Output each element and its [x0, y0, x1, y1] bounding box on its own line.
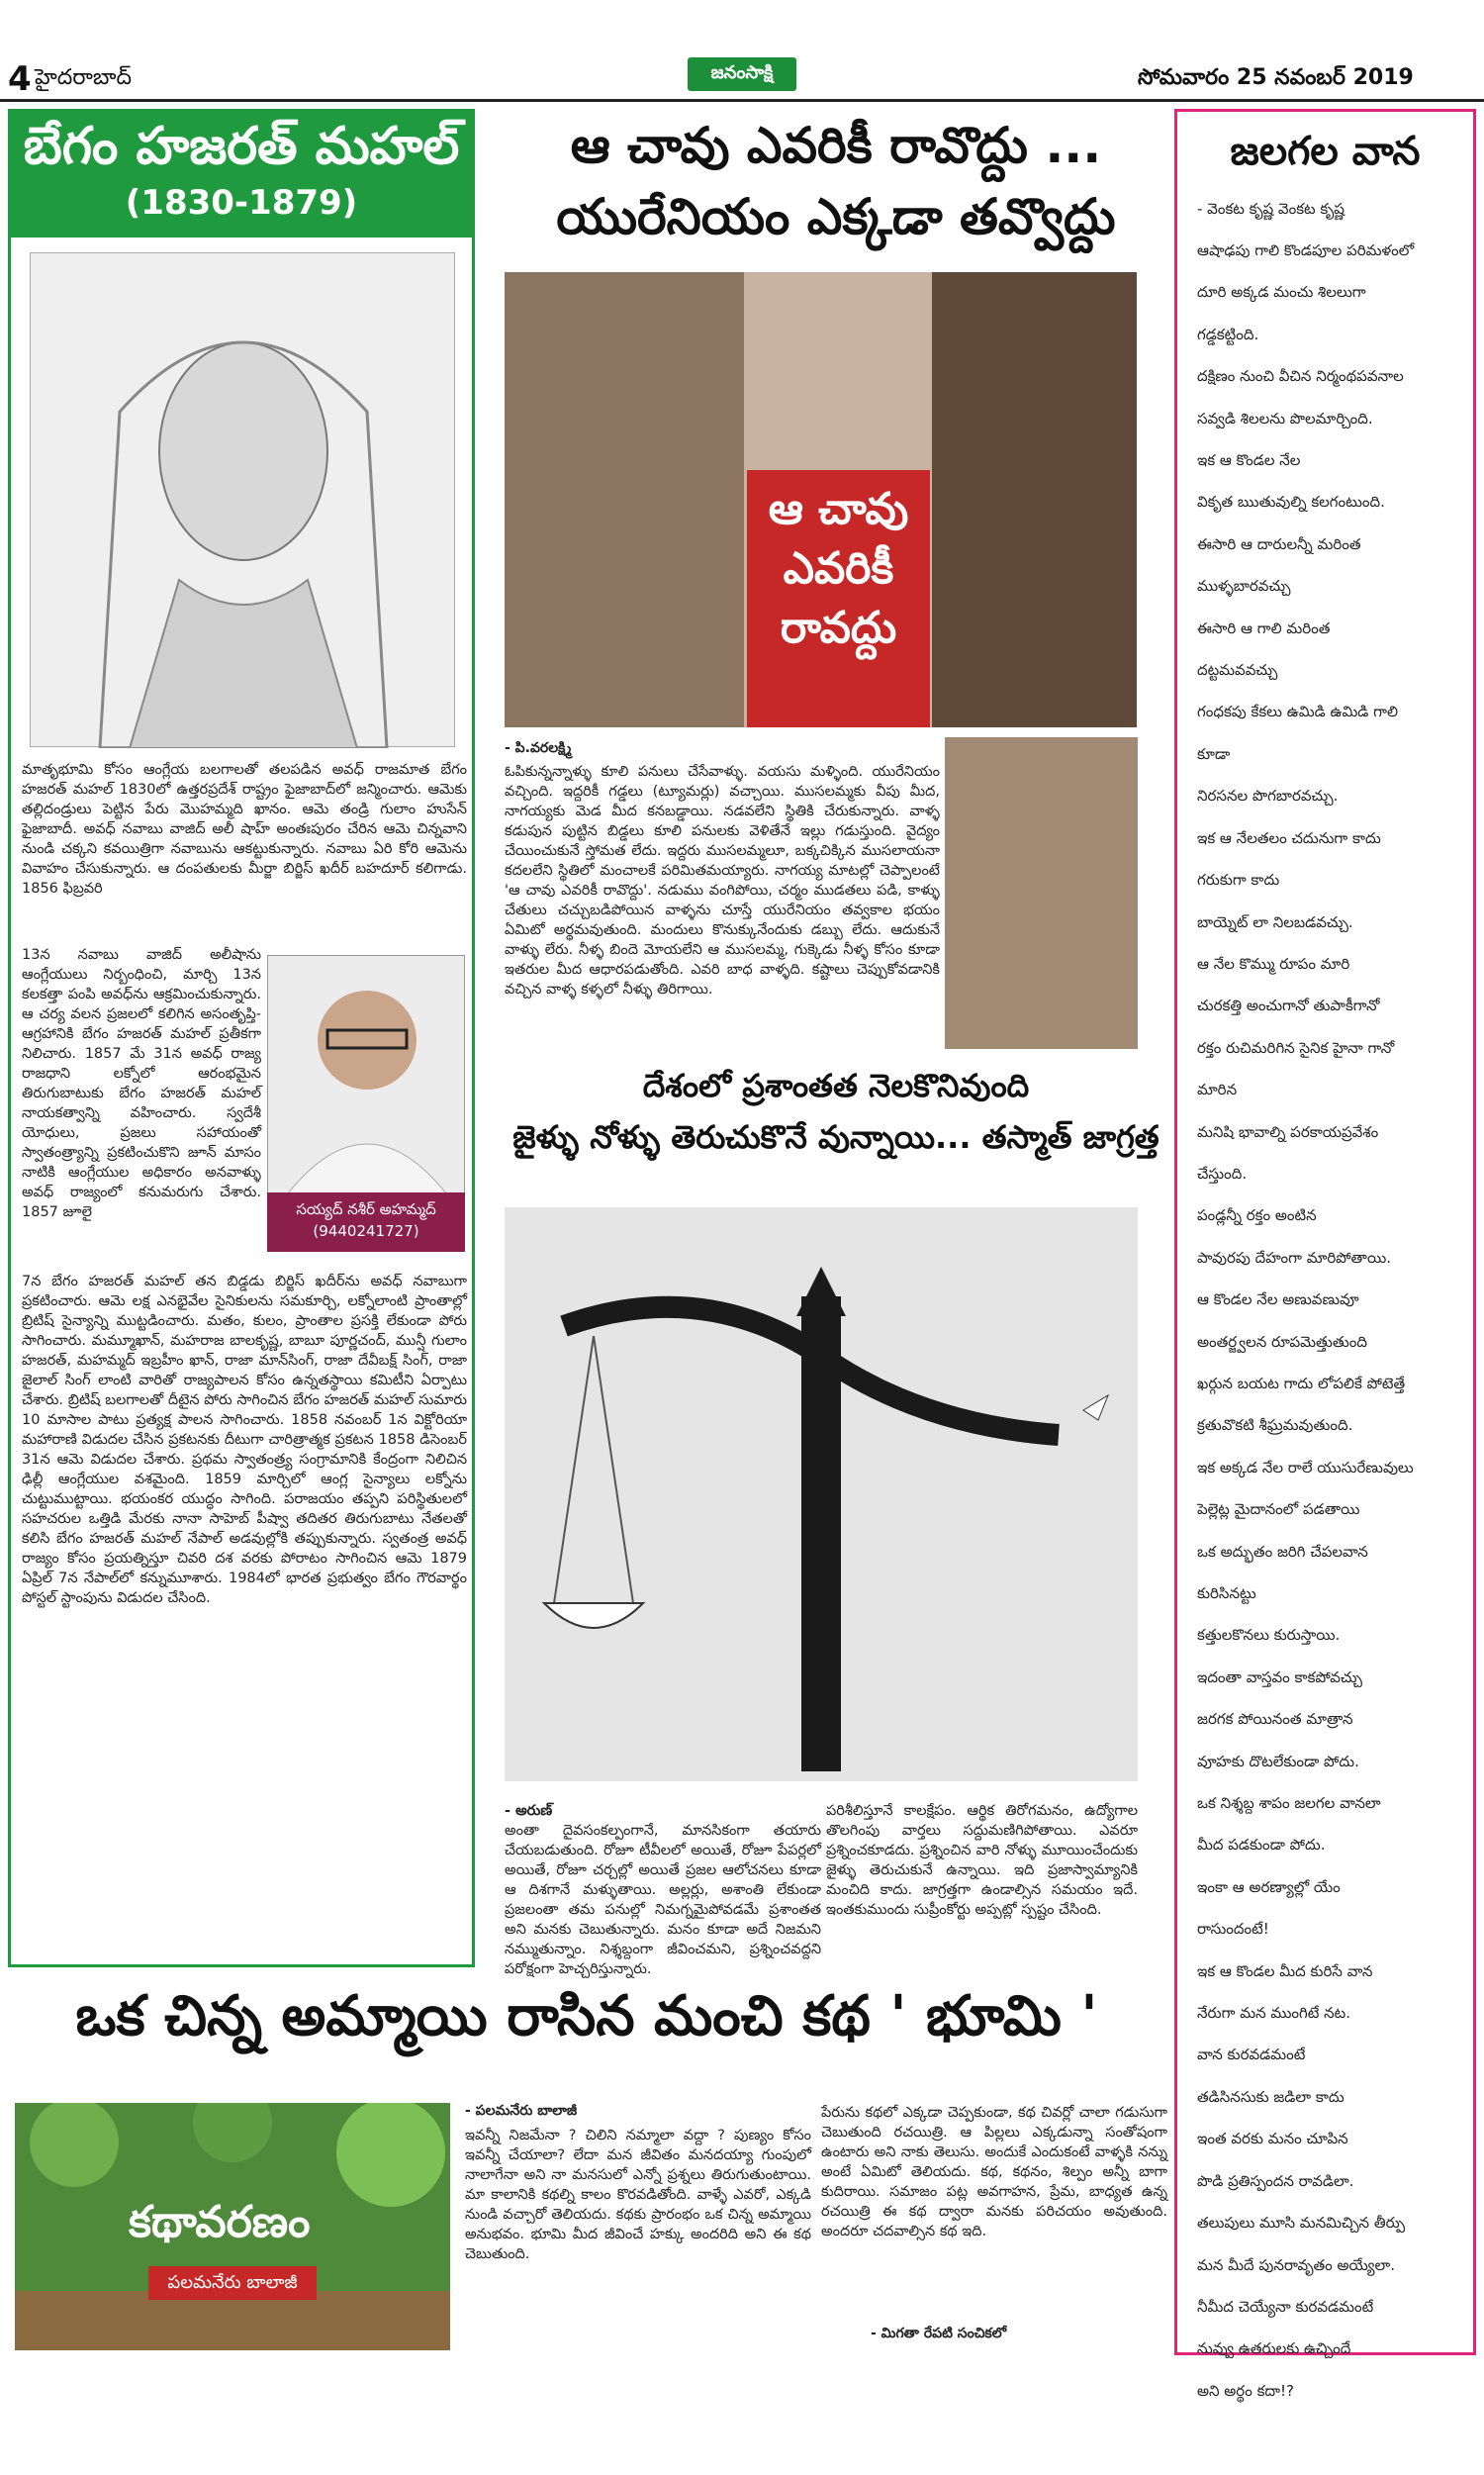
- poem-line: క్రతువొకటి శీఘ్రమవుతుంది.: [1197, 1416, 1353, 1435]
- story-text-left: ఇవన్నీ నిజమేనా ? చిలిని నమ్మాలా వద్దా ? పుణ్యం కోసం ఇవన్నీ చేయాలా? లేదా మన జీవితం మనదయ్యా గుంపులో నాలాగేనా అని నా మనసులో ఎన్నో ప్రశ్నలు తిరుగుతుంటాయి. మా కాలానికి కథల్ని కాలం కొరవడితోంది. వాళ్ళే ఎవరో, ఎక్కడి నుండి వచ్చారో తెలియదు. కథకు ప్రారంభం ఒక చిన్న అమ్మాయి అనుభవం. భూమి మీద జీవించే హక్కు అందరిది అని ఈ కథ చెబుతుంది.: [465, 2128, 811, 2262]
- poem-line: గరుకుగా కాదు: [1197, 871, 1280, 890]
- author-portrait-icon: [268, 956, 466, 1193]
- poem-line: ఆషాఢపు గాలి కొండపూల పరిమళంలో: [1197, 241, 1415, 259]
- poem-line: సవ్వడి శిలలను పొలమార్చింది.: [1197, 409, 1373, 428]
- poem-line: నీమీద చెయ్యేనా కురవడమంటే: [1197, 2297, 1374, 2316]
- scale-headline-line1: దేశంలో ప్రశాంతత నెలకొనివుంది: [642, 1067, 1030, 1104]
- uranium-byline: - పి.వరలక్ష్మి: [505, 740, 572, 756]
- poem-line: వాన కురవడమంటే: [1197, 2046, 1306, 2064]
- balance-scale-illustration: [505, 1207, 1138, 1781]
- poem-line: ఖర్గున బయట గాదు లోపలికే పోటెత్తే: [1197, 1374, 1406, 1392]
- poem-line: తలుపులు మూసి మనమిచ్చిన తీర్పు: [1197, 2214, 1406, 2233]
- poem-line: ఒక అద్భుతం జరిగి చేపలవాన: [1197, 1542, 1368, 1561]
- poem-line: రక్తం రుచిమరిగిన సైనిక హైనా గానో: [1197, 1038, 1395, 1057]
- poem-line: ఇంకా ఆ అరణ్యాల్లో యేం: [1197, 1877, 1341, 1896]
- poem-author: - వెంకట కృష్ణ వెంకట కృష్ణ: [1197, 200, 1345, 218]
- poem-line: వూహకు దొటలేకుండా పోదు.: [1197, 1752, 1359, 1770]
- poem-line: కూడా: [1197, 744, 1231, 763]
- photo-caption-box: ఆ చావు ఎవరికీ రావద్దు: [747, 470, 930, 727]
- story-text-right: పేరును కథలో ఎక్కడా చెప్పకుండా, కథ చివర్లో చాలా గడుసుగా చెబుతుంది రచయిత్రి. ఆ పిల్లలు ఎక్కడున్నా సంతోషంగా ఉంటారు అని నాకు తెలుసు. అందుకే ఎందుకంటే వాళ్ళకి నన్ను అంటే ఏమిటో తెలియదు. కథ, కథనం, శిల్పం అన్నీ బాగా కుదిరాయి. సమాజం పట్ల అవగాహన, ప్రేమ, బాధ్యత ఉన్న రచయిత్రి ఈ కథ ద్వారా మనకు పరిచయం అవుతుంది. అందరూ చదవాల్సిన కథ ఇది.: [821, 2105, 1167, 2239]
- poem-line: చురకత్తి అంచుగానో తుపాకీగానో: [1197, 997, 1380, 1015]
- scale-article-text-left: [505, 1801, 821, 1979]
- poem-line: పొడి ప్రతిస్పందన రావడిలా.: [1197, 2171, 1354, 2190]
- poem-line: దూరి అక్కడ మంచు శిలలుగా: [1197, 283, 1366, 302]
- poem-line: అని అర్థం కదా!?: [1197, 2381, 1294, 2400]
- poem-title: జలగల వాన: [1230, 129, 1421, 174]
- poem-line: ఆ కొండల నేల అణువణువూ: [1197, 1290, 1359, 1309]
- poem-line: ఇక ఆ కొండల మీద కురిసే వాన: [1197, 1961, 1373, 1980]
- poem-line: మీద పడకుండా పోదు.: [1197, 1836, 1326, 1855]
- poem-line: ఒక నిశ్శబ్ద శాపం జలగల వానలా: [1197, 1794, 1381, 1813]
- poem-line: నువ్వు ఉతరులకు ఉచ్చిందే: [1197, 2339, 1351, 2358]
- poem-line: ఇదంతా వాస్తవం కాకపోవచ్చు: [1197, 1667, 1362, 1686]
- page-number: 4: [8, 59, 32, 99]
- poem-line: నిరసనల పొగబారవచ్చు.: [1197, 787, 1339, 806]
- begum-article-years: (1830-1879): [125, 183, 358, 223]
- balance-scale-icon: [505, 1207, 1138, 1781]
- poem-line: ఇక ఆ కొండల నేల: [1197, 451, 1301, 470]
- poem-line: ఈసారి ఆ దారులన్నీ మరింత: [1197, 534, 1361, 553]
- story-byline: - పలమనేరు బాలాజీ: [465, 2103, 578, 2119]
- poem-line: బాయ్నెట్ లా నిలబడవచ్చు.: [1197, 912, 1353, 931]
- begum-article-text-mid: 13న నవాబు వాజిద్ అలీషాను ఆంగ్లేయులు నిర్బంధించి, మార్చి 13న కలకత్తా పంపి అవధ్‌ను ఆక్రమించుకున్నారు. ఆ చర్య వలన ప్రజలలో కలిగిన అసంతృప్తి-ఆగ్రహానికి బేగం హజరత్ మహల్ ప్రతీకగా నిలిచారు. 1857 మే 31న అవధ్ రాజ్య రాజధాని లక్నోలో ఆరంభమైన తిరుగుబాటుకు బేగం హజరత్ మహల్ నాయకత్వాన్ని వహించారు. స్వదేశీ యోధులు, ప్రజలు సహాయంతో స్వాతంత్ర్యాన్ని ప్రకటించుకొని జూన్ మాసం నాటికి ఆంగ్లేయుల అధికారం అనవాళ్ళు అవధ్ రాజ్యంలో కనుమరుగు చేశారు. 1857 జూలై: [22, 947, 261, 1220]
- poem-line: రాసుందంటే!: [1197, 1920, 1269, 1939]
- portrait-sketch-icon: [31, 253, 456, 748]
- author-phone: (9440241727): [313, 1222, 419, 1240]
- poem-line: ఇక ఆ నేలతలం చదునుగా కాదు: [1197, 828, 1381, 847]
- poem-line: నేరుగా మన ముంగిటే నట.: [1197, 2004, 1351, 2023]
- story-continued-note: - మిగతా రేపటి సంచికలో: [871, 2326, 1007, 2341]
- uranium-headline-line1: ఆ చావు ఎవరికీ రావొద్దు ...: [570, 117, 1102, 174]
- poem-line: పండ్లన్నీ రక్తం అంటిన: [1197, 1206, 1317, 1225]
- uranium-article-text: ఓపికున్నన్నాళ్ళు కూలి పనులు చేసేవాళ్ళు. వయసు మళ్ళింది. యురేనియం వచ్చింది. ఇద్దరికీ గడ్డలు (ట్యూమర్లు) వచ్చాయి. ముసలమ్మకు వీపు మీద, నాగయ్యకు మెడ మీద కనబడ్డాయి. నడవలేని స్థితికి చేరుకున్నారు. వాళ్ళ కడుపున పుట్టిన బిడ్డలు కూలి పనులకు వెళితేనే ఇల్లు గడుస్తుంది. వైద్యం చేయించుకునే స్తోమత లేదు. ఇద్దరు ముసలమ్మలూ, బక్కచిక్కిన ముసలాయనా కదలలేని స్థితిలో మంచాలకే పరిమితమయ్యారు. నాగయ్య మాటల్లో చెప్పాలంటే 'ఆ చావు ఎవరికీ రావొద్దు'. నడుము వంగిపోయి, చర్మం ముడతలు పడి, కాళ్ళు చేతులు చచ్చుబడిపోయిన వాళ్ళను చూస్తే యురేనియం తవ్వకాల భయం ఏమిటో అర్థమవుతుంది. మందులు కొనుక్కునేందుకు డబ్బు లేదు. ఆదుకునే వాళ్ళు లేరు. నీళ్ళ బిందె మోయలేని ఆ ముసలమ్మ, గుక్కెడు నీళ్ళ కోసం కూడా ఇతరుల మీద ఆధారపడుతోంది. ఎవరి బాధ వాళ్ళది. కష్టాలు చెప్పుకోవడానికి వచ్చిన వాళ్ళ కళ్ళలో నీళ్ళు తిరిగాయి.: [505, 764, 940, 998]
- poem-line: వికృత ఋతువుల్ని కలగంటుంది.: [1197, 493, 1385, 512]
- header-divider: [0, 99, 1484, 102]
- begum-article-title: బేగం హజరత్ మహల్: [23, 117, 460, 176]
- poem-line: ఆ నేల కొమ్ము రూపం మారి: [1197, 954, 1350, 973]
- begum-article-text-top: మాతృభూమి కోసం ఆంగ్లేయ బలగాలతో తలపడిన అవధ్ రాజమాత బేగం హజరత్ మహల్ 1830లో ఉత్తరప్రదేశ్ రాష్ట్రం ఫైజాబాద్‌లో జన్మించారు. ఆమెకు తల్లిదండ్రులు పెట్టిన పేరు మొహమ్మది ఖానం. ఆమె తండ్రి గులాం హుసేన్ ఫైజాబాదీ. అవధ్ నవాబు వాజిద్ అలీ షాహ్ అంతఃపురం చేరిన ఆమె చిన్నవాని నుండి చక్కని కవయిత్రిగా నవాబును ఆకట్టుకున్నారు. నవాబు ఏరి కోరి ఆమెను వివాహం చేసుకున్నారు. ఆ దంపతులకు మీర్జా బిర్జిస్ ఖదీర్ బహదూర్ కలిగాడు. 1856 ఫిబ్రవరి: [22, 762, 467, 897]
- poem-line: దట్టమవవచ్చు: [1197, 661, 1278, 680]
- scale-article-body-left: అంతా దైవసంకల్పంగానే, మానసికంగా తయారు చేయబడుతుంది. రోజూ టీవీలలో అయితే, రోజూ పేపర్లలో అయితే, రోజూ చర్చల్లో అయితే ప్రజల ఆలోచనలు కూడా ఆ దిశగానే మళ్ళుతాయి. అల్లర్లు, అశాంతి లేకుండా ప్రజలంతా తమ పనుల్లో నిమగ్నమైపోవడమే ప్రశాంతత అని మనకు చెబుతున్నారు. మనం కూడా అదే నిజమని నమ్ముతున్నాం. నిశ్శబ్దంగా జీవించమని, ప్రశ్నించవద్దని పరోక్షంగా హెచ్చరిస్తున్నారు.: [505, 1823, 821, 1977]
- scale-byline: - అరుణ్: [505, 1803, 553, 1819]
- poem-line: పెల్లెట్ల మైదానంలో పడతాయి: [1197, 1500, 1360, 1519]
- newspaper-logo: జనంసాక్షి: [688, 57, 796, 91]
- poem-line: ముళ్ళబారవచ్చు: [1197, 577, 1291, 596]
- author-name: సయ్యద్ నశీర్ అహమ్మద్: [296, 1200, 436, 1218]
- poem-line: తడిసినసుకు జడిలా కాదు: [1197, 2087, 1345, 2106]
- story-column-author: పలమనేరు బాలాజీ: [148, 2266, 317, 2300]
- poem-line: కురిసినట్టు: [1197, 1584, 1256, 1602]
- poem-line: అంతర్జ్వలన రూపమెత్తుతుంది: [1197, 1332, 1367, 1351]
- poem-line: మారిన: [1197, 1081, 1238, 1099]
- poem-line: మన మీదే పునరావృతం అయ్యేలా.: [1197, 2255, 1395, 2274]
- begum-article-text-bottom: 7న బేగం హజరత్ మహల్ తన బిడ్డడు బిర్జిస్ ఖదీర్‌ను అవధ్ నవాబుగా ప్రకటించారు. ఆమె లక్ష ఎనభైవేల సైనికులను సమకూర్చి, లక్నోలాంటి ప్రాంతాల్లో బ్రిటిష్ సైన్యాన్ని ముట్టడించారు. మతం, కులం, ప్రాంతాల ప్రసక్తి లేకుండా పోరు సాగించారు. మమ్మూఖాన్, మహరాజ బాలకృష్ణ, బాబూ పూర్ణచంద్, మున్షీ గులాం హజరత్, మహమ్మద్ ఇబ్రహీం ఖాన్, రాజా మాన్‌సింగ్, రాజా దేవీబక్ష్ సింగ్, రాజా జైలాల్ సింగ్ లాంటి వారితో రాజ్యపాలన కోసం ఉన్నతస్థాయి కమిటీని ఏర్పాటు చేశారు. బ్రిటిష్ బలగాలతో దీటైన పోరు సాగించిన బేగం హజరత్ మహల్ సుమారు 10 మాసాల పాటు ప్రత్యక్ష పాలన సాగించారు. 1858 నవంబర్ 1న విక్టోరియా మహారాణి విడుదల చేసిన ప్రకటనకు దీటుగా చారిత్రాత్మక ప్రకటన 1858 డిసెంబర్ 31న ఆమె విడుదల చేశారు. ప్రథమ స్వాతంత్ర్య సంగ్రామానికి కేంద్రంగా నిలిచిన ఢిల్లీ ఆంగ్లేయుల వశమైంది. 1859 మార్చిలో ఆంగ్ల సైన్యాలు లక్నోను చుట్టుముట్టాయి. భయంకర యుద్ధం సాగింది. పరాజయం తప్పని పరిస్థితులలో సహచరుల ఒత్తిడి మేరకు నానా సాహెబ్ పీష్వా తదితర తిరుగుబాటు నేతలతో కలిసి బేగం హజరత్ మహల్ నేపాల్ అడవుల్లోకి తప్పుకున్నారు. స్వతంత్ర అవధ్ రాజ్యం కోసం ప్రయత్నిస్తూ చివరి దశ వరకు పోరాటం సాగించిన ఆమె 1879 ఏప్రిల్ 7న నేపాల్‌లో కన్నుమూశారు. 1984లో భారత ప్రభుత్వం బేగం గౌరవార్థం పోస్టల్ స్టాంపును విడుదల చేసింది.: [22, 1274, 467, 1606]
- poem-line: గంధకపు కేకలు ఉమిడి ఉమిడి గాలి: [1197, 703, 1398, 721]
- poem-line: జరగక పోయినంత మాత్రాన: [1197, 1710, 1353, 1729]
- edition-city: హైదరాబాద్: [35, 65, 132, 90]
- elderly-woman-photo: [945, 737, 1138, 1049]
- wounded-leg-photo: [932, 272, 1137, 727]
- poem-line: దక్షిణం నుంచి వీచిన నిర్మంథపవనాల: [1197, 367, 1404, 386]
- story-column-badge: కథావరణం: [129, 2197, 311, 2247]
- author-caption: [267, 1192, 465, 1252]
- edition-date: సోమవారం 25 నవంబర్ 2019: [1138, 65, 1414, 90]
- poem-line: చేస్తుంది.: [1197, 1164, 1248, 1183]
- scale-article-text-right: పరిశీలిస్తూనే కాలక్షేపం. ఆర్థిక తిరోగమనం, ఉద్యోగాల తొలగింపు వార్తలు సద్దుమణిగిపోతాయి. ఎవరూ ప్రశ్నించకూడదు. ప్రశ్నించిన వారి నోళ్ళు మూయించేందుకు జైళ్ళు తెరుచుకునే ఉన్నాయి. ఇది ప్రజాస్వామ్యానికి మంచిది కాదు. జాగ్రత్తగా ఉండాల్సిన సమయం ఇదే. ఇంతకుముందు సుప్రీంకోర్టు అప్పట్లో స్పష్టం చేసింది.: [826, 1803, 1138, 1918]
- poem-line: మనిషి భావాల్ని పరకాయప్రవేశం: [1197, 1122, 1379, 1141]
- scale-headline-line2: జైళ్ళు నోళ్ళు తెరుచుకొనే వున్నాయి... తస్మాత్ జాగ్రత్త: [512, 1118, 1159, 1156]
- poem-line: గడ్డకట్టింది.: [1197, 325, 1259, 343]
- poem-line: ఇంత వరకు మనం చూపిన: [1197, 2130, 1348, 2148]
- poem-line: ఇక అక్కడ నేల రాలే యుసురేణువులు: [1197, 1458, 1414, 1476]
- begum-portrait-image: [30, 252, 455, 747]
- uranium-headline-line2: యురేనియం ఎక్కడా తవ్వొద్దు: [556, 188, 1116, 245]
- elderly-man-photo: [505, 272, 770, 727]
- poem-line: పావురపు దేహంగా మారిపోతాయి.: [1197, 1248, 1392, 1267]
- poem-line: ఈసారి ఆ గాలి మరింత: [1197, 619, 1331, 637]
- poem-lines: [1197, 230, 1464, 2412]
- poem-line: కత్తులకొనలు కురుస్తాయి.: [1197, 1626, 1341, 1645]
- story-title: ఒక చిన్న అమ్మాయి రాసిన మంచి కథ ' భూమి ': [75, 1984, 1098, 2048]
